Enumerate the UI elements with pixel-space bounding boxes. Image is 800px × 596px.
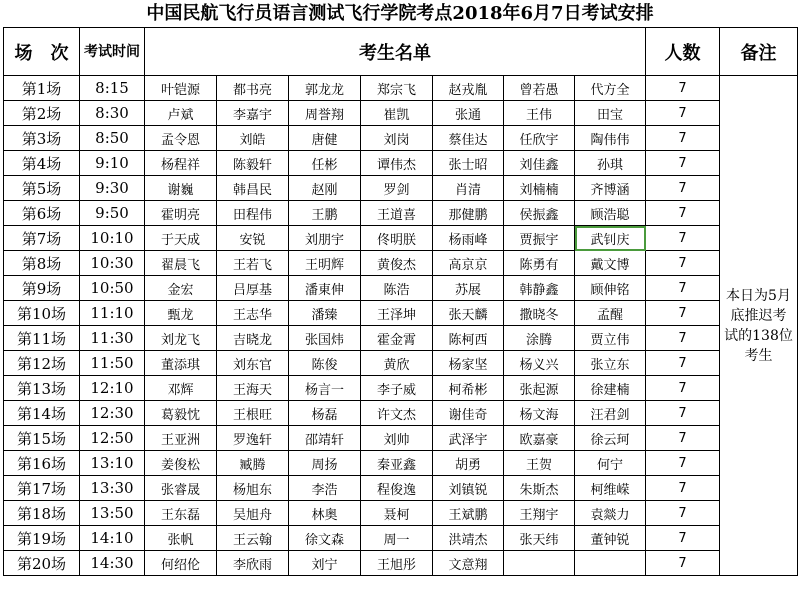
candidate-cell[interactable]: 孙琪	[575, 151, 646, 176]
candidate-cell[interactable]: 周扬	[289, 451, 361, 476]
candidate-cell[interactable]: 王志华	[217, 301, 289, 326]
candidate-cell[interactable]: 王根旺	[217, 401, 289, 426]
candidate-cell[interactable]: 王翔宇	[504, 501, 575, 526]
time-cell[interactable]: 12:50	[80, 426, 145, 451]
candidate-cell[interactable]: 贾立伟	[575, 326, 646, 351]
candidate-cell[interactable]: 程俊逸	[361, 476, 433, 501]
candidate-cell[interactable]: 王若飞	[217, 251, 289, 276]
candidate-cell[interactable]: 刘宁	[289, 551, 361, 576]
time-cell[interactable]: 11:10	[80, 301, 145, 326]
candidate-cell[interactable]: 袁燚力	[575, 501, 646, 526]
time-cell[interactable]: 14:30	[80, 551, 145, 576]
session-cell[interactable]: 第1场	[4, 76, 80, 101]
candidate-cell[interactable]: 姜俊松	[145, 451, 217, 476]
candidate-cell[interactable]: 柯维嵘	[575, 476, 646, 501]
time-cell[interactable]: 10:10	[80, 226, 145, 251]
candidate-cell[interactable]: 周誉翔	[289, 101, 361, 126]
candidate-cell[interactable]: 何宁	[575, 451, 646, 476]
candidate-cell[interactable]: 黄俊杰	[361, 251, 433, 276]
count-cell[interactable]: 7	[646, 476, 720, 501]
count-cell[interactable]: 7	[646, 276, 720, 301]
candidate-cell[interactable]: 都书亮	[217, 76, 289, 101]
count-cell[interactable]: 7	[646, 551, 720, 576]
table-row	[4, 476, 798, 501]
time-cell[interactable]: 8:15	[80, 76, 145, 101]
table-row	[4, 451, 798, 476]
session-cell[interactable]: 第5场	[4, 176, 80, 201]
time-cell[interactable]: 11:50	[80, 351, 145, 376]
candidate-cell[interactable]: 贾振宇	[504, 226, 575, 251]
candidate-cell[interactable]: 任欣宇	[504, 126, 575, 151]
candidate-cell[interactable]: 刘佳鑫	[504, 151, 575, 176]
count-cell[interactable]: 7	[646, 251, 720, 276]
candidate-cell[interactable]: 汪君剑	[575, 401, 646, 426]
candidate-cell[interactable]: 杨文海	[504, 401, 575, 426]
candidate-cell[interactable]: 苏展	[433, 276, 504, 301]
candidate-cell[interactable]: 于天成	[145, 226, 217, 251]
header-session[interactable]: 场 次	[4, 28, 80, 76]
candidate-cell[interactable]: 洪靖杰	[433, 526, 504, 551]
candidate-cell[interactable]: 肖清	[433, 176, 504, 201]
header-count[interactable]: 人数	[646, 28, 720, 76]
table-row	[4, 376, 798, 401]
candidate-cell[interactable]: 邵靖轩	[289, 426, 361, 451]
count-cell[interactable]: 7	[646, 101, 720, 126]
candidate-cell[interactable]: 顾伸铭	[575, 276, 646, 301]
count-cell[interactable]: 7	[646, 176, 720, 201]
candidate-cell[interactable]: 张国炜	[289, 326, 361, 351]
header-note[interactable]: 备注	[720, 28, 798, 76]
candidate-cell[interactable]: 那健鹏	[433, 201, 504, 226]
candidate-cell[interactable]: 郭龙龙	[289, 76, 361, 101]
candidate-cell[interactable]: 吕厚基	[217, 276, 289, 301]
session-cell[interactable]: 第20场	[4, 551, 80, 576]
candidate-cell[interactable]: 徐云珂	[575, 426, 646, 451]
candidate-cell[interactable]: 吴旭舟	[217, 501, 289, 526]
candidate-cell[interactable]: 王鹏	[289, 201, 361, 226]
session-cell[interactable]: 第17场	[4, 476, 80, 501]
candidate-cell[interactable]: 刘东官	[217, 351, 289, 376]
candidate-cell[interactable]: 齐博涵	[575, 176, 646, 201]
candidate-cell[interactable]: 刘龙飞	[145, 326, 217, 351]
count-cell[interactable]: 7	[646, 376, 720, 401]
session-cell[interactable]: 第2场	[4, 101, 80, 126]
session-cell[interactable]: 第12场	[4, 351, 80, 376]
candidate-cell[interactable]: 王道喜	[361, 201, 433, 226]
schedule-table	[3, 27, 798, 576]
table-row	[4, 176, 798, 201]
count-cell[interactable]: 7	[646, 326, 720, 351]
candidate-cell[interactable]: 陈柯西	[433, 326, 504, 351]
candidate-cell[interactable]: 戴文博	[575, 251, 646, 276]
table-row	[4, 526, 798, 551]
time-cell[interactable]: 12:10	[80, 376, 145, 401]
candidate-cell[interactable]: 撒晓冬	[504, 301, 575, 326]
table-row	[4, 501, 798, 526]
candidate-cell[interactable]: 刘楠楠	[504, 176, 575, 201]
count-cell[interactable]: 7	[646, 526, 720, 551]
candidate-cell[interactable]: 崔凯	[361, 101, 433, 126]
candidate-cell[interactable]: 霍金霄	[361, 326, 433, 351]
candidate-cell[interactable]: 谢佳奇	[433, 401, 504, 426]
candidate-cell[interactable]: 黄欣	[361, 351, 433, 376]
session-cell[interactable]: 第4场	[4, 151, 80, 176]
candidate-cell[interactable]: 徐建楠	[575, 376, 646, 401]
candidate-cell[interactable]	[504, 551, 575, 576]
candidate-cell[interactable]: 武泽宇	[433, 426, 504, 451]
candidate-cell[interactable]: 李子威	[361, 376, 433, 401]
table-row	[4, 276, 798, 301]
candidate-cell[interactable]: 蔡佳达	[433, 126, 504, 151]
candidate-cell[interactable]: 罗剑	[361, 176, 433, 201]
candidate-cell[interactable]: 张睿晟	[145, 476, 217, 501]
session-cell[interactable]: 第15场	[4, 426, 80, 451]
session-cell[interactable]: 第16场	[4, 451, 80, 476]
candidate-cell[interactable]: 杨程祥	[145, 151, 217, 176]
session-cell[interactable]: 第9场	[4, 276, 80, 301]
candidate-cell[interactable]: 吉晓龙	[217, 326, 289, 351]
candidate-cell[interactable]: 陈毅轩	[217, 151, 289, 176]
candidate-cell[interactable]: 潘臻	[289, 301, 361, 326]
candidate-cell[interactable]: 陈俊	[289, 351, 361, 376]
table-row	[4, 101, 798, 126]
candidate-cell[interactable]: 周一	[361, 526, 433, 551]
candidate-cell[interactable]: 田宝	[575, 101, 646, 126]
time-cell[interactable]: 13:10	[80, 451, 145, 476]
table-row	[4, 326, 798, 351]
candidate-cell[interactable]: 金宏	[145, 276, 217, 301]
candidate-cell[interactable]: 韩静鑫	[504, 276, 575, 301]
table-row	[4, 351, 798, 376]
candidate-cell[interactable]: 郑宗飞	[361, 76, 433, 101]
candidate-cell[interactable]: 杨磊	[289, 401, 361, 426]
count-cell[interactable]: 7	[646, 126, 720, 151]
table-row	[4, 301, 798, 326]
candidate-cell[interactable]: 张士昭	[433, 151, 504, 176]
time-cell[interactable]: 8:30	[80, 101, 145, 126]
candidate-cell[interactable]: 侯振鑫	[504, 201, 575, 226]
note-cell[interactable]: 本日为5月底推迟考试的138位考生	[720, 76, 798, 576]
candidate-cell[interactable]: 代方全	[575, 76, 646, 101]
count-cell[interactable]: 7	[646, 451, 720, 476]
candidate-cell[interactable]: 孟令恩	[145, 126, 217, 151]
candidate-cell[interactable]: 田程伟	[217, 201, 289, 226]
candidate-cell[interactable]: 李欣雨	[217, 551, 289, 576]
candidate-cell[interactable]: 王明辉	[289, 251, 361, 276]
candidate-cell[interactable]: 胡勇	[433, 451, 504, 476]
session-cell[interactable]: 第19场	[4, 526, 80, 551]
candidate-cell[interactable]: 刘皓	[217, 126, 289, 151]
time-cell[interactable]: 10:30	[80, 251, 145, 276]
candidate-cell[interactable]: 刘岗	[361, 126, 433, 151]
candidate-cell[interactable]: 朱斯杰	[504, 476, 575, 501]
count-cell[interactable]: 7	[646, 151, 720, 176]
candidate-cell[interactable]: 许文杰	[361, 401, 433, 426]
candidate-cell[interactable]: 臧腾	[217, 451, 289, 476]
candidate-cell[interactable]: 刘帅	[361, 426, 433, 451]
table-row	[4, 426, 798, 451]
table-row	[4, 551, 798, 576]
header-names[interactable]: 考生名单	[145, 28, 646, 76]
candidate-cell[interactable]: 杨言一	[289, 376, 361, 401]
candidate-cell[interactable]	[575, 551, 646, 576]
count-cell[interactable]: 7	[646, 201, 720, 226]
candidate-cell[interactable]: 陈勇有	[504, 251, 575, 276]
session-cell[interactable]: 第14场	[4, 401, 80, 426]
candidate-cell[interactable]: 王斌鹏	[433, 501, 504, 526]
candidate-cell[interactable]: 孟醒	[575, 301, 646, 326]
candidate-cell[interactable]: 杨雨峰	[433, 226, 504, 251]
candidate-cell[interactable]: 董添琪	[145, 351, 217, 376]
session-cell[interactable]: 第11场	[4, 326, 80, 351]
candidate-cell[interactable]: 谭伟杰	[361, 151, 433, 176]
table-row	[4, 76, 798, 101]
candidate-cell[interactable]: 罗逸轩	[217, 426, 289, 451]
table-row	[4, 226, 798, 251]
candidate-cell[interactable]: 文意翔	[433, 551, 504, 576]
candidate-cell[interactable]: 曾若愚	[504, 76, 575, 101]
count-cell[interactable]: 7	[646, 501, 720, 526]
session-cell[interactable]: 第13场	[4, 376, 80, 401]
count-cell[interactable]: 7	[646, 226, 720, 251]
session-cell[interactable]: 第3场	[4, 126, 80, 151]
candidate-cell[interactable]: 赵刚	[289, 176, 361, 201]
candidate-cell[interactable]: 佟明朕	[361, 226, 433, 251]
time-cell[interactable]: 10:50	[80, 276, 145, 301]
candidate-cell[interactable]: 霍明亮	[145, 201, 217, 226]
candidate-cell[interactable]: 张天麟	[433, 301, 504, 326]
table-row	[4, 126, 798, 151]
table-row	[4, 251, 798, 276]
candidate-cell[interactable]: 王云翰	[217, 526, 289, 551]
candidate-cell[interactable]: 林奥	[289, 501, 361, 526]
count-cell[interactable]: 7	[646, 76, 720, 101]
table-row	[4, 151, 798, 176]
candidate-cell[interactable]: 徐文森	[289, 526, 361, 551]
time-cell[interactable]: 9:50	[80, 201, 145, 226]
time-cell[interactable]: 12:30	[80, 401, 145, 426]
candidate-cell[interactable]: 张帆	[145, 526, 217, 551]
session-cell[interactable]: 第10场	[4, 301, 80, 326]
session-cell[interactable]: 第7场	[4, 226, 80, 251]
time-cell[interactable]: 13:30	[80, 476, 145, 501]
candidate-cell[interactable]: 何绍伦	[145, 551, 217, 576]
candidate-cell[interactable]: 顾浩聪	[575, 201, 646, 226]
session-cell[interactable]: 第18场	[4, 501, 80, 526]
candidate-cell[interactable]: 杨家坚	[433, 351, 504, 376]
candidate-cell[interactable]: 叶铠源	[145, 76, 217, 101]
time-cell[interactable]: 9:30	[80, 176, 145, 201]
time-cell[interactable]: 13:50	[80, 501, 145, 526]
candidate-cell[interactable]: 任彬	[289, 151, 361, 176]
candidate-cell[interactable]: 葛毅忱	[145, 401, 217, 426]
candidate-cell[interactable]: 李浩	[289, 476, 361, 501]
candidate-cell[interactable]: 武钊庆	[575, 226, 646, 251]
candidate-cell[interactable]: 谢巍	[145, 176, 217, 201]
candidate-cell[interactable]: 甄龙	[145, 301, 217, 326]
table-row	[4, 401, 798, 426]
candidate-cell[interactable]: 王东磊	[145, 501, 217, 526]
candidate-cell[interactable]: 陶伟伟	[575, 126, 646, 151]
time-cell[interactable]: 9:10	[80, 151, 145, 176]
session-cell[interactable]: 第6场	[4, 201, 80, 226]
candidate-cell[interactable]: 陈浩	[361, 276, 433, 301]
sheet-title: 中国民航飞行员语言测试飞行学院考点2018年6月7日考试安排	[146, 3, 654, 24]
candidate-cell[interactable]: 王亚洲	[145, 426, 217, 451]
candidate-cell[interactable]: 刘朋宇	[289, 226, 361, 251]
candidate-cell[interactable]: 潘東伸	[289, 276, 361, 301]
header-row	[4, 28, 798, 76]
candidate-cell[interactable]: 柯希彬	[433, 376, 504, 401]
candidate-cell[interactable]: 王泽坤	[361, 301, 433, 326]
candidate-cell[interactable]: 李嘉宇	[217, 101, 289, 126]
count-cell[interactable]: 7	[646, 301, 720, 326]
candidate-cell[interactable]: 张通	[433, 101, 504, 126]
count-cell[interactable]: 7	[646, 401, 720, 426]
candidate-cell[interactable]: 杨义兴	[504, 351, 575, 376]
candidate-cell[interactable]: 杨旭东	[217, 476, 289, 501]
candidate-cell[interactable]: 卢斌	[145, 101, 217, 126]
count-cell[interactable]: 7	[646, 426, 720, 451]
candidate-cell[interactable]: 安锐	[217, 226, 289, 251]
candidate-cell[interactable]: 欧嘉豪	[504, 426, 575, 451]
candidate-cell[interactable]: 高京京	[433, 251, 504, 276]
session-cell[interactable]: 第8场	[4, 251, 80, 276]
candidate-cell[interactable]: 王伟	[504, 101, 575, 126]
candidate-cell[interactable]: 张起源	[504, 376, 575, 401]
count-cell[interactable]: 7	[646, 351, 720, 376]
candidate-cell[interactable]: 赵戎胤	[433, 76, 504, 101]
candidate-cell[interactable]: 秦亚鑫	[361, 451, 433, 476]
time-cell[interactable]: 8:50	[80, 126, 145, 151]
time-cell[interactable]: 11:30	[80, 326, 145, 351]
candidate-cell[interactable]: 王旭彤	[361, 551, 433, 576]
candidate-cell[interactable]: 张立东	[575, 351, 646, 376]
header-time[interactable]: 考试时间	[80, 28, 145, 76]
time-cell[interactable]: 14:10	[80, 526, 145, 551]
candidate-cell[interactable]: 翟晨飞	[145, 251, 217, 276]
candidate-cell[interactable]: 韩昌民	[217, 176, 289, 201]
candidate-cell[interactable]: 刘镇锐	[433, 476, 504, 501]
candidate-cell[interactable]: 董钟锐	[575, 526, 646, 551]
candidate-cell[interactable]: 王贺	[504, 451, 575, 476]
candidate-cell[interactable]: 涂腾	[504, 326, 575, 351]
candidate-cell[interactable]: 唐健	[289, 126, 361, 151]
candidate-cell[interactable]: 张天纬	[504, 526, 575, 551]
candidate-cell[interactable]: 王海天	[217, 376, 289, 401]
candidate-cell[interactable]: 聂柯	[361, 501, 433, 526]
table-row	[4, 201, 798, 226]
candidate-cell[interactable]: 邓辉	[145, 376, 217, 401]
